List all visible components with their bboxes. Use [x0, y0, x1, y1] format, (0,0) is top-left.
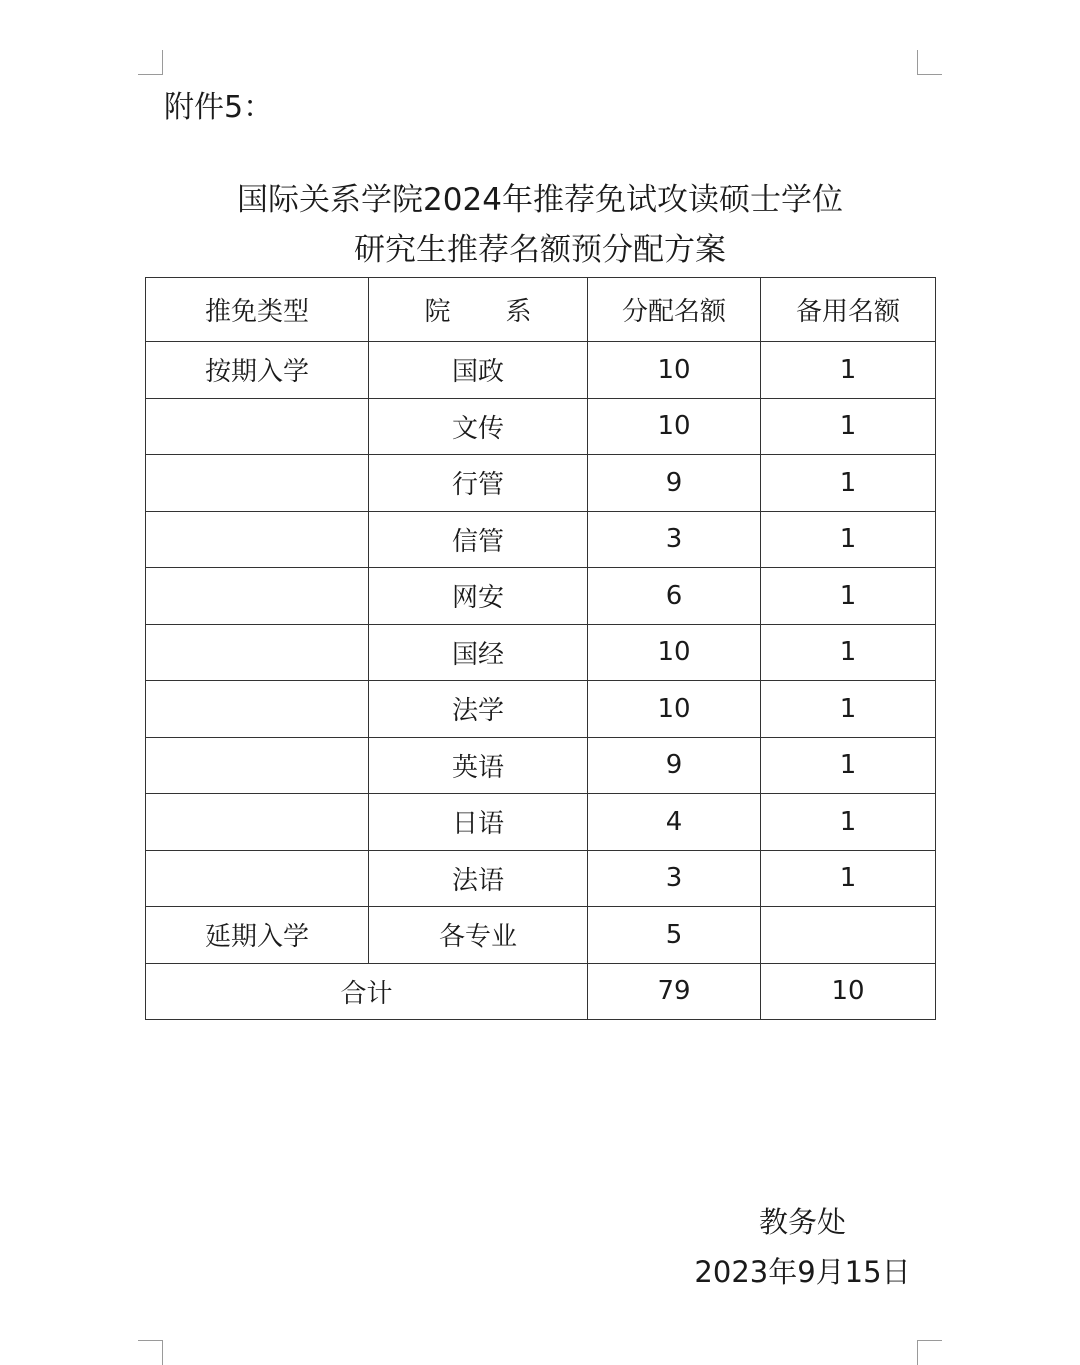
row-quota: 9 — [588, 737, 761, 794]
row-type — [146, 737, 369, 794]
table-row — [146, 455, 936, 512]
table-row — [146, 794, 936, 851]
page-corner-mark-top-left — [138, 50, 163, 75]
page-corner-mark-bottom-left — [138, 1340, 163, 1365]
table-row — [146, 624, 936, 681]
row-department: 行管 — [369, 455, 588, 512]
table-row — [146, 737, 936, 794]
quota-allocation-table — [145, 277, 936, 1020]
row-quota: 3 — [588, 850, 761, 907]
row-quota: 4 — [588, 794, 761, 851]
row-reserve: 1 — [761, 624, 936, 681]
row-quota: 6 — [588, 568, 761, 625]
header-type: 推免类型 — [146, 278, 369, 342]
row-quota: 9 — [588, 455, 761, 512]
row-type — [146, 850, 369, 907]
row-reserve: 1 — [761, 398, 936, 455]
row-type — [146, 455, 369, 512]
table-total-row — [146, 963, 936, 1020]
total-label: 合计 — [146, 963, 588, 1020]
table-row — [146, 342, 936, 399]
row-type — [146, 794, 369, 851]
header-quota: 分配名额 — [588, 278, 761, 342]
row-type — [146, 681, 369, 738]
page-corner-mark-top-right — [917, 50, 942, 75]
row-type — [146, 511, 369, 568]
row-reserve: 1 — [761, 568, 936, 625]
table-header-row — [146, 278, 936, 342]
row-reserve: 1 — [761, 342, 936, 399]
total-quota: 79 — [588, 963, 761, 1020]
row-department: 英语 — [369, 737, 588, 794]
attachment-label: 附件5： — [164, 90, 274, 125]
table-row — [146, 398, 936, 455]
row-reserve: 1 — [761, 681, 936, 738]
row-department: 国经 — [369, 624, 588, 681]
row-department: 各专业 — [369, 907, 588, 964]
row-type — [146, 568, 369, 625]
row-department: 日语 — [369, 794, 588, 851]
row-type — [146, 398, 369, 455]
row-reserve: 1 — [761, 794, 936, 851]
row-quota: 10 — [588, 681, 761, 738]
row-reserve — [761, 907, 936, 964]
row-quota: 10 — [588, 624, 761, 681]
table-row — [146, 850, 936, 907]
document-title-line-2: 研究生推荐名额预分配方案 — [354, 232, 726, 268]
header-department: 院 系 — [369, 278, 588, 342]
row-quota: 10 — [588, 342, 761, 399]
row-department: 法学 — [369, 681, 588, 738]
document-title-line-1: 国际关系学院2024年推荐免试攻读硕士学位 — [237, 182, 843, 218]
table-row — [146, 568, 936, 625]
row-department: 国政 — [369, 342, 588, 399]
row-type: 延期入学 — [146, 907, 369, 964]
signature-date: 2023年9月15日 — [694, 1255, 911, 1289]
row-reserve: 1 — [761, 511, 936, 568]
row-reserve: 1 — [761, 737, 936, 794]
page-corner-mark-bottom-right — [917, 1340, 942, 1365]
row-department: 法语 — [369, 850, 588, 907]
header-reserve: 备用名额 — [761, 278, 936, 342]
table-row — [146, 511, 936, 568]
row-reserve: 1 — [761, 850, 936, 907]
total-reserve: 10 — [761, 963, 936, 1020]
row-quota: 5 — [588, 907, 761, 964]
signature-office: 教务处 — [758, 1205, 846, 1239]
row-department: 信管 — [369, 511, 588, 568]
row-quota: 3 — [588, 511, 761, 568]
row-type — [146, 624, 369, 681]
table-row — [146, 907, 936, 964]
row-quota: 10 — [588, 398, 761, 455]
row-reserve: 1 — [761, 455, 936, 512]
row-department: 网安 — [369, 568, 588, 625]
table-row — [146, 681, 936, 738]
row-type: 按期入学 — [146, 342, 369, 399]
row-department: 文传 — [369, 398, 588, 455]
